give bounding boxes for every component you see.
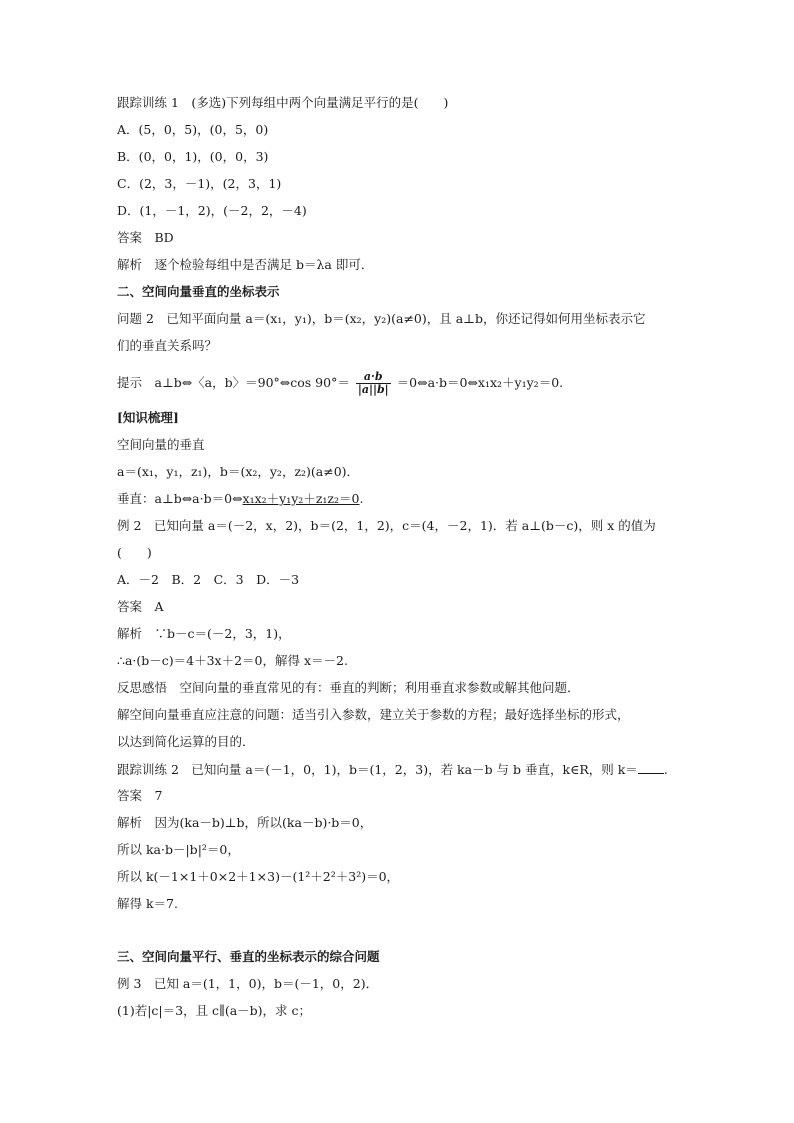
option-b: B．(0，0，1)，(0，0，3) xyxy=(117,149,269,164)
perpendicular-formula: x₁x₂＋y₁y₂＋z₁z₂＝0 xyxy=(242,491,360,506)
practice-2-period: . xyxy=(663,762,668,777)
analysis-3-line-2: 所以 ka·b－|b|²＝0， xyxy=(117,842,240,857)
question-2-line-1: 问题 2 已知平面向量 a＝(x₁，y₁)，b＝(x₂，y₂)(a≠0)，且 a⊥b，你还记得如何用坐标表示它 xyxy=(117,311,646,326)
vector-definition: a＝(x₁，y₁，z₁)，b＝(x₂，y₂，z₂)(a≠0)． xyxy=(117,464,360,479)
example-2-line-2: ( ) xyxy=(117,545,152,560)
answer-3: 答案 7 xyxy=(117,788,163,803)
example-3-line-1: 例 3 已知 a＝(1，1，0)，b＝(－1，0，2)． xyxy=(117,976,379,991)
example-3-line-2: (1)若|c|＝3，且 c∥(a－b)，求 c； xyxy=(117,1003,312,1018)
hint-lead: 提示 a⊥b⇔〈a，b〉＝90°⇔cos 90°＝ xyxy=(117,375,350,390)
option-c: C．(2，3，－1)，(2，3，1) xyxy=(117,176,282,191)
analysis-3-line-1: 解析 因为(ka－b)⊥b，所以(ka－b)·b＝0， xyxy=(117,815,373,830)
analysis-1: 解析 逐个检验每组中是否满足 b＝λa 即可． xyxy=(117,257,374,272)
option-a: A．(5，0，5)，(0，5，0) xyxy=(117,122,269,137)
perpendicular-lead: 垂直：a⊥b⇔a·b＝0⇔ xyxy=(117,491,243,506)
section-2-heading: 二、空间向量垂直的坐标表示 xyxy=(117,284,280,299)
hint-line xyxy=(117,368,563,398)
reflection-line-3: 以达到简化运算的目的． xyxy=(117,734,255,749)
analysis-3-line-3: 所以 k(－1×1＋0×2＋1×3)－(1²＋2²＋3²)＝0， xyxy=(117,869,400,884)
answer-2: 答案 A xyxy=(117,599,164,614)
knowledge-heading: [知识梳理] xyxy=(117,410,179,425)
example-2-line-1: 例 2 已知向量 a＝(－2，x，2)，b＝(2，1，2)，c＝(4，－2，1)．若 a⊥(b－c)，则 x 的值为 xyxy=(117,518,656,533)
fraction-numerator: a·b xyxy=(356,371,391,384)
analysis-2-line-2: ∴a·(b－c)＝4＋3x＋2＝0，解得 x＝－2. xyxy=(117,653,348,668)
option-d: D．(1，－1，2)，(－2，2，－4) xyxy=(117,203,307,218)
perpendicular-period: . xyxy=(359,491,364,506)
answer-blank xyxy=(638,761,664,774)
fraction-denominator: |a||b| xyxy=(357,383,389,396)
analysis-3-line-4: 解得 k＝7. xyxy=(117,896,178,911)
perpendicular-subheading: 空间向量的垂直 xyxy=(117,437,205,452)
answer-1: 答案 BD xyxy=(117,230,174,245)
perpendicular-condition xyxy=(117,491,363,507)
practice-2-question xyxy=(117,761,668,777)
example-2-options: A．－2 B．2 C．3 D．－3 xyxy=(117,572,300,587)
hint-tail: ＝0⇔a·b＝0⇔x₁x₂＋y₁y₂＝0. xyxy=(396,375,564,390)
cos-fraction xyxy=(356,371,391,396)
reflection-line-1: 反思感悟 空间向量的垂直常见的有：垂直的判断；利用垂直求参数或解其他问题． xyxy=(117,680,580,695)
practice-1-question: 跟踪训练 1 (多选)下列每组中两个向量满足平行的是( ) xyxy=(117,95,449,110)
question-2-line-2: 们的垂直关系吗？ xyxy=(117,338,218,353)
section-3-heading: 三、空间向量平行、垂直的坐标表示的综合问题 xyxy=(117,949,380,964)
analysis-2-line-1: 解析 ∵b－c＝(－2，3，1)， xyxy=(117,626,291,641)
reflection-line-2: 解空间向量垂直应注意的问题：适当引入参数，建立关于参数的方程；最好选择坐标的形式， xyxy=(117,707,630,722)
practice-2-text: 跟踪训练 2 已知向量 a＝(－1，0，1)，b＝(1，2，3)，若 ka－b 与 b 垂直，k∈R，则 k＝ xyxy=(117,762,638,777)
